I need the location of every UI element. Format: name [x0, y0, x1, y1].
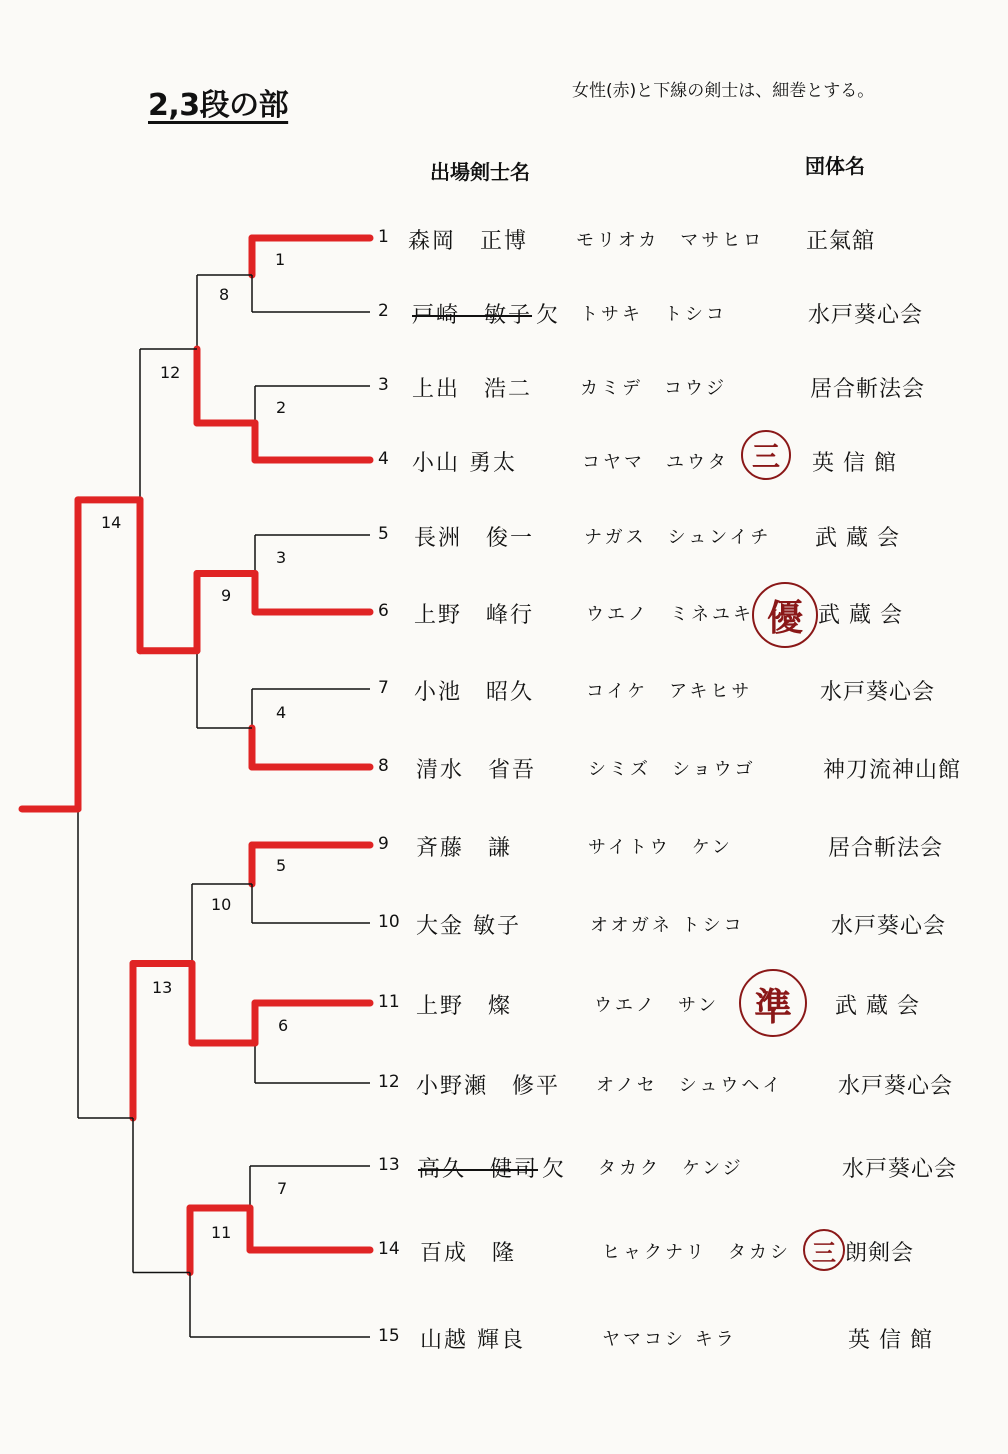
match-number: 9 — [221, 586, 232, 605]
entry-team: 居合斬法会 — [828, 835, 944, 861]
entry-number: 10 — [378, 911, 400, 932]
entry-team: 水戸葵心会 — [808, 302, 924, 328]
entry-name — [414, 598, 534, 629]
match-number: 13 — [152, 978, 173, 997]
match-number: 11 — [211, 1223, 232, 1242]
award-circle: 優 — [752, 582, 818, 648]
entry-name — [408, 224, 528, 255]
entry-name-text: 小野瀬 修平 — [416, 1073, 561, 1099]
entry-kana: コヤマ ユウタ — [582, 452, 729, 474]
match-number: 7 — [277, 1179, 288, 1198]
entry-name-text: 山越 輝良 — [420, 1327, 525, 1353]
entry-name-text: 戸崎 敏子 — [412, 302, 533, 328]
entry-name-text: 上野 峰行 — [414, 602, 535, 628]
entry-name-text: 森岡 正博 — [408, 228, 529, 254]
entry-team: 正氣舘 — [806, 228, 876, 254]
entry-kana: サイトウ ケン — [588, 837, 733, 859]
entry-number: 5 — [378, 523, 389, 544]
page-title: 2,3段の部 — [148, 88, 289, 123]
entry-number: 12 — [378, 1071, 400, 1092]
entry-kana: ヤマコシ キラ — [602, 1329, 737, 1351]
match-number: 8 — [219, 285, 230, 304]
entry-name-text: 斉藤 謙 — [416, 835, 513, 861]
entry-name — [416, 1069, 560, 1100]
entry-number: 2 — [378, 300, 389, 321]
entry-name — [420, 1323, 525, 1354]
entry-name — [416, 989, 512, 1020]
entry-name — [414, 675, 534, 706]
entry-team: 水戸葵心会 — [820, 679, 936, 705]
match-number: 6 — [278, 1016, 289, 1035]
entry-name — [416, 753, 536, 784]
entry-team: 水戸葵心会 — [842, 1156, 958, 1182]
entry-name — [416, 831, 512, 862]
entry-team: 英 信 館 — [848, 1327, 933, 1353]
entry-name — [412, 446, 517, 477]
entry-number: 15 — [378, 1325, 400, 1346]
entry-name-text: 大金 敏子 — [416, 913, 521, 939]
absent-mark: 欠 — [536, 302, 561, 328]
entry-team: 朗剣会 — [845, 1240, 915, 1266]
entry-name-text: 清水 省吾 — [416, 757, 537, 783]
entry-number: 4 — [378, 448, 389, 469]
entry-kana: オノセ シュウヘイ — [596, 1075, 784, 1097]
entry-kana: ナガス シュンイチ — [584, 527, 772, 549]
entry-name-text: 上出 浩二 — [412, 376, 533, 402]
entry-team: 武 蔵 会 — [818, 602, 903, 628]
match-number: 3 — [276, 548, 287, 567]
column-header-name: 出場剣士名 — [430, 160, 530, 184]
entry-kana: タカク ケンジ — [598, 1158, 744, 1180]
entry-name — [416, 909, 521, 940]
entry-kana: シミズ ショウゴ — [588, 759, 756, 781]
entry-name-text: 上野 燦 — [416, 993, 513, 1019]
entry-team: 英 信 館 — [812, 450, 897, 476]
entry-name — [412, 372, 532, 403]
entry-kana: コイケ アキヒサ — [586, 681, 753, 703]
match-number: 14 — [101, 513, 122, 532]
match-number: 10 — [211, 895, 232, 914]
entry-name-text: 高久 健司 — [418, 1156, 539, 1182]
entry-number: 11 — [378, 991, 400, 1012]
entry-number: 8 — [378, 755, 389, 776]
entry-name — [412, 298, 560, 329]
award-circle: 三 — [741, 430, 791, 480]
entry-kana: ヒャクナリ タカシ — [602, 1242, 791, 1264]
award-circle: 準 — [739, 969, 807, 1037]
entry-team: 水戸葵心会 — [838, 1073, 954, 1099]
entry-kana: トサキ トシコ — [580, 304, 727, 326]
match-number: 12 — [160, 363, 181, 382]
entry-name — [420, 1236, 516, 1267]
entry-kana: ウエノ ミネユキ — [586, 604, 754, 626]
entry-kana: オオガネ トシコ — [590, 915, 745, 937]
match-number: 5 — [276, 856, 287, 875]
entry-name — [418, 1152, 566, 1183]
match-number: 1 — [275, 250, 286, 269]
entry-team: 武 蔵 会 — [835, 993, 920, 1019]
entry-name-text: 小池 昭久 — [414, 679, 535, 705]
entry-kana: カミデ コウジ — [580, 378, 727, 400]
entry-team: 神刀流神山館 — [823, 757, 962, 783]
entry-number: 9 — [378, 833, 389, 854]
match-number: 2 — [276, 398, 287, 417]
entry-number: 1 — [378, 226, 389, 247]
entry-kana: モリオカ マサヒロ — [576, 230, 765, 252]
entry-number: 3 — [378, 374, 389, 395]
rule-note: 女性(赤)と下線の剣士は、細巻とする。 — [572, 81, 875, 101]
entry-team: 居合斬法会 — [810, 376, 926, 402]
award-circle: 三 — [803, 1229, 845, 1271]
entry-team: 武 蔵 会 — [815, 525, 900, 551]
entry-kana: ウエノ サン — [594, 995, 720, 1017]
entry-number: 7 — [378, 677, 389, 698]
entry-team: 水戸葵心会 — [831, 913, 947, 939]
entry-name-text: 小山 勇太 — [412, 450, 517, 476]
entry-number: 14 — [378, 1238, 400, 1259]
entry-name-text: 長洲 俊一 — [414, 525, 535, 551]
entry-name-text: 百成 隆 — [420, 1240, 517, 1266]
match-number: 4 — [276, 703, 287, 722]
entry-name — [414, 521, 534, 552]
entry-number: 6 — [378, 600, 389, 621]
column-header-team: 団体名 — [805, 154, 865, 178]
entry-number: 13 — [378, 1154, 400, 1175]
absent-mark: 欠 — [542, 1156, 567, 1182]
